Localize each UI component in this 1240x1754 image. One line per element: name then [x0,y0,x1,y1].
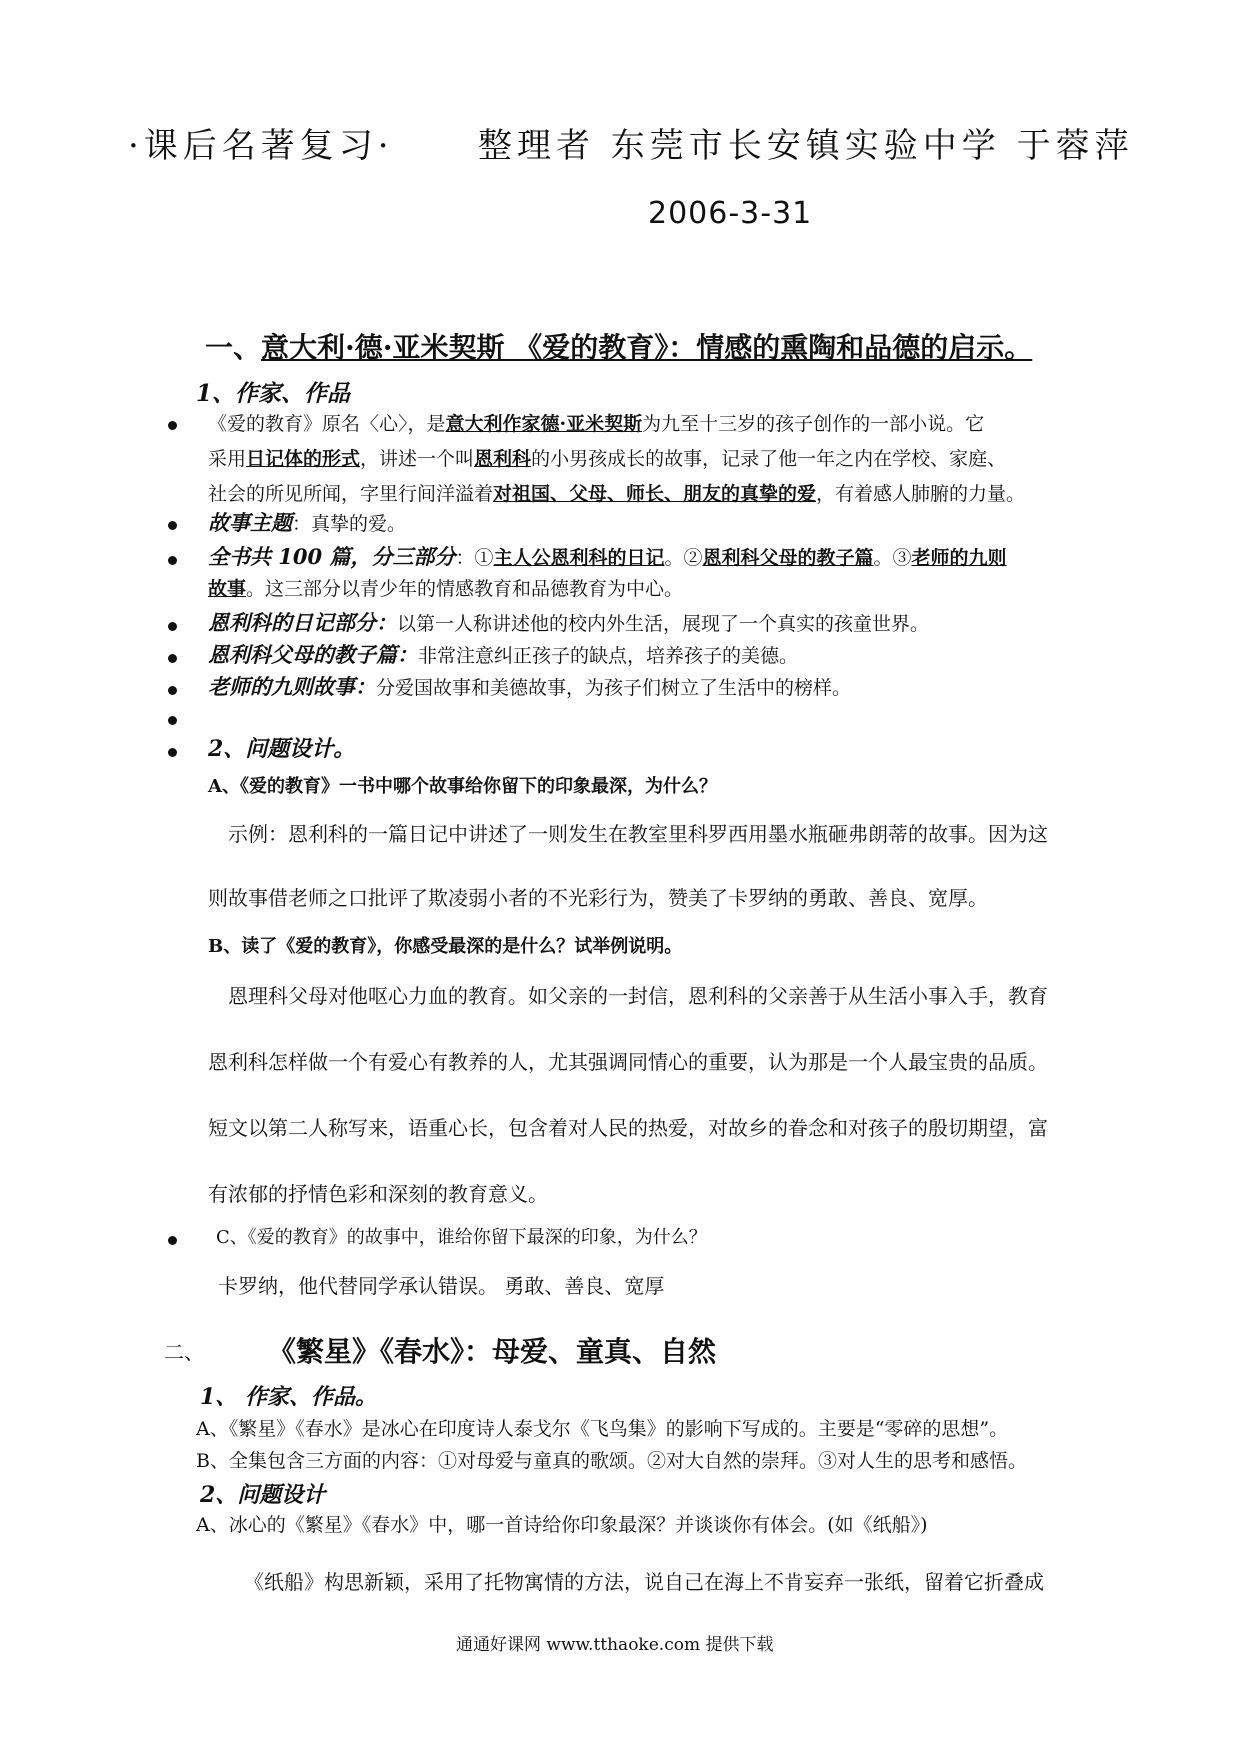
bullet [168,716,177,725]
parts-line-2: 故事。这三部分以青少年的情感教育和品德教育为中心。 [208,578,684,600]
parents-line: 恩利科父母的教子篇：非常注意纠正孩子的缺点，培养孩子的美德。 [208,642,799,667]
section1-sub1: 1、作家、作品 [196,380,351,407]
section2-line-b: B、全集包含三方面的内容：①对母爱与童真的歌颂。②对大自然的崇拜。③对人生的思考和感悟。 [196,1450,1027,1472]
question-b: B、读了《爱的教育》，你感受最深的是什么？试举例说明。 [208,936,683,957]
section2-answer-a: 《纸船》构思新颖，采用了托物寓情的方法，说自己在海上不肯妄弃一张纸，留着它折叠成 [244,1570,1044,1594]
bullet [168,556,177,565]
section2-sub2: 2、问题设计 [200,1482,326,1508]
section2-sub1: 1、 作家、作品。 [200,1384,377,1410]
answer-b-line-1: 恩理科父母对他呕心力血的教育。如父亲的一封信，恩利科的父亲善于从生活小事入手，教育 [228,984,1048,1008]
answer-b-line-4: 有浓郁的抒情色彩和深刻的教育意义。 [208,1182,548,1206]
intro-line-1: 《爱的教育》原名〈心〉，是意大利作家德·亚米契斯为九至十三岁的孩子创作的一部小说。它 [208,413,985,435]
bullet [168,1236,177,1245]
bullet [168,654,177,663]
intro-line-2: 采用日记体的形式，讲述一个叫恩利科的小男孩成长的故事，记录了他一年之内在学校、家庭、 [208,448,1007,470]
header-left: ·课后名著复习· [128,126,394,166]
section2-line-a: A、《繁星》《春水》是冰心在印度诗人泰戈尔《飞鸟集》的影响下写成的。主要是“零碎的思想”。 [196,1418,1009,1440]
theme-line: 故事主题：真挚的爱。 [208,510,407,535]
bullet [168,521,177,530]
bullet [168,421,177,430]
parts-line-1: 全书共 100 篇，分三部分：①主人公恩利科的日记。②恩利科父母的教子篇。③老师的九则 [208,544,1007,569]
intro-line-3: 社会的所见所闻，字里行间洋溢着对祖国、父母、师长、朋友的真挚的爱，有着感人肺腑的力量。 [208,483,1026,505]
bullet [168,686,177,695]
footer: 通通好课网 www.tthaoke.com 提供下载 [456,1635,774,1655]
bullet [168,622,177,631]
section1-title-text: 意大利·德·亚米契斯 《爱的教育》：情感的熏陶和品德的启示。 [261,331,1033,364]
answer-b-line-3: 短文以第二人称写来，语重心长，包含着对人民的热爱，对故乡的眷念和对孩子的殷切期望，富 [208,1116,1048,1140]
answer-b-line-2: 恩利科怎样做一个有爱心有教养的人，尤其强调同情心的重要，认为那是一个人最宝贵的品质。 [208,1050,1048,1074]
section1-number: 一、 [205,331,262,364]
section2-title: 《繁星》《春水》：母爱、童真、自然 [268,1335,717,1368]
section1-title [205,326,1032,366]
answer-c: 卡罗纳，他代替同学承认错误。 勇敢、善良、宽厚 [218,1274,665,1298]
teacher-line: 老师的九则故事：分爱国故事和美德故事，为孩子们树立了生活中的榜样。 [208,674,852,699]
section1-sub2: 2、问题设计。 [208,736,356,762]
answer-a-line-1: 示例：恩利科的一篇日记中讲述了一则发生在教室里科罗西用墨水瓶砸弗朗蒂的故事。因为这 [228,822,1048,846]
header-date: 2006-3-31 [648,196,813,231]
bullet [168,748,177,757]
section2-question-a: A、冰心的《繁星》《春水》中，哪一首诗给你印象最深？并谈谈你有体会。(如《纸船》) [196,1514,928,1536]
header-right: 整理者 东莞市长安镇实验中学 于蓉萍 [478,126,1134,166]
section2-number: 二、 [164,1340,204,1364]
answer-a-line-2: 则故事借老师之口批评了欺凌弱小者的不光彩行为，赞美了卡罗纳的勇敢、善良、宽厚。 [208,886,988,910]
question-a: A、《爱的教育》一书中哪个故事给你留下的印象最深，为什么？ [208,776,717,797]
question-c: C、《爱的教育》的故事中，谁给你留下最深的印象，为什么？ [216,1227,707,1248]
diary-line: 恩利科的日记部分：以第一人称讲述他的校内外生活，展现了一个真实的孩童世界。 [208,610,930,635]
